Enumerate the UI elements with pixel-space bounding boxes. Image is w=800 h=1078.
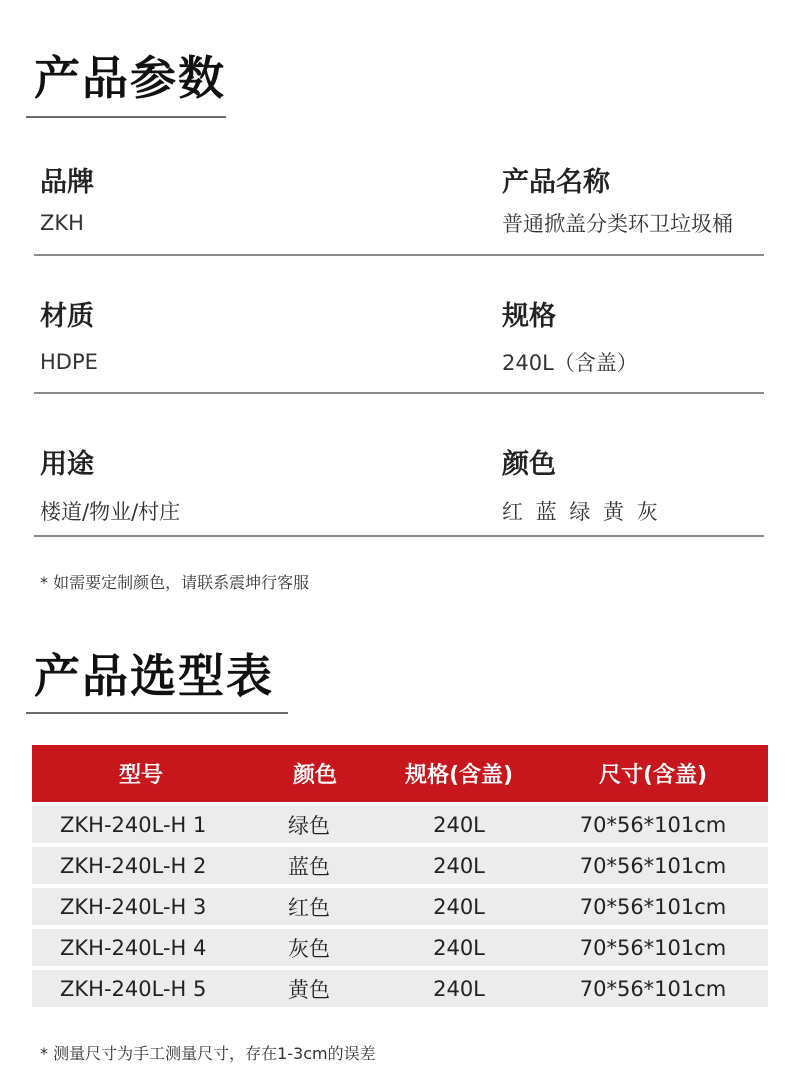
usage-label: 用途 (40, 449, 94, 480)
material-value: HDPE (40, 350, 98, 374)
brand-label: 品牌 (40, 167, 94, 198)
cell-model: ZKH-240L-H 5 (60, 976, 207, 1001)
cell-spec: 240L (433, 935, 485, 960)
cell-color: 红色 (288, 895, 330, 920)
measurement-note: * 测量尺寸为手工测量尺寸，存在1-3cm的误差 (40, 1044, 376, 1063)
row-divider (34, 254, 764, 256)
table-row (32, 847, 768, 884)
table-row (32, 929, 768, 966)
header-model: 型号 (118, 763, 163, 788)
row-divider (34, 535, 764, 537)
header-size: 尺寸(含盖) (598, 763, 708, 788)
cell-size: 70*56*101cm (579, 935, 727, 960)
table-row (32, 806, 768, 843)
row-divider (34, 392, 764, 394)
cell-size: 70*56*101cm (579, 894, 727, 919)
custom-color-note: * 如需要定制颜色，请联系震坤行客服 (40, 573, 310, 592)
cell-model: ZKH-240L-H 3 (60, 894, 207, 919)
cell-color: 黄色 (288, 977, 330, 1002)
selection-title: 产品选型表 (34, 649, 274, 703)
table-header (32, 745, 768, 802)
selection-title-rule (26, 712, 288, 714)
params-title: 产品参数 (34, 51, 226, 105)
cell-model: ZKH-240L-H 4 (60, 935, 207, 960)
table-row (32, 888, 768, 925)
header-color: 颜色 (292, 763, 337, 788)
cell-size: 70*56*101cm (579, 853, 727, 878)
cell-spec: 240L (433, 853, 485, 878)
usage-value: 楼道/物业/村庄 (40, 500, 181, 524)
cell-model: ZKH-240L-H 2 (60, 853, 207, 878)
params-title-rule (26, 116, 226, 118)
cell-spec: 240L (433, 894, 485, 919)
cell-color: 绿色 (288, 813, 330, 838)
brand-value: ZKH (40, 211, 84, 235)
color-value: 红 蓝 绿 黄 灰 (502, 500, 661, 524)
selection-table (32, 745, 768, 1007)
color-label: 颜色 (502, 449, 556, 480)
cell-color: 灰色 (288, 936, 330, 961)
product-name-label: 产品名称 (502, 167, 610, 198)
table-row (32, 970, 768, 1007)
cell-size: 70*56*101cm (579, 812, 727, 837)
cell-spec: 240L (433, 976, 485, 1001)
spec-label: 规格 (502, 301, 556, 332)
spec-value: 240L（含盖） (502, 351, 638, 375)
cell-model: ZKH-240L-H 1 (60, 812, 207, 837)
header-spec: 规格(含盖) (404, 763, 514, 788)
cell-spec: 240L (433, 812, 485, 837)
product-name-value: 普通掀盖分类环卫垃圾桶 (502, 212, 733, 236)
cell-color: 蓝色 (288, 854, 330, 879)
material-label: 材质 (40, 301, 94, 332)
cell-size: 70*56*101cm (579, 976, 727, 1001)
